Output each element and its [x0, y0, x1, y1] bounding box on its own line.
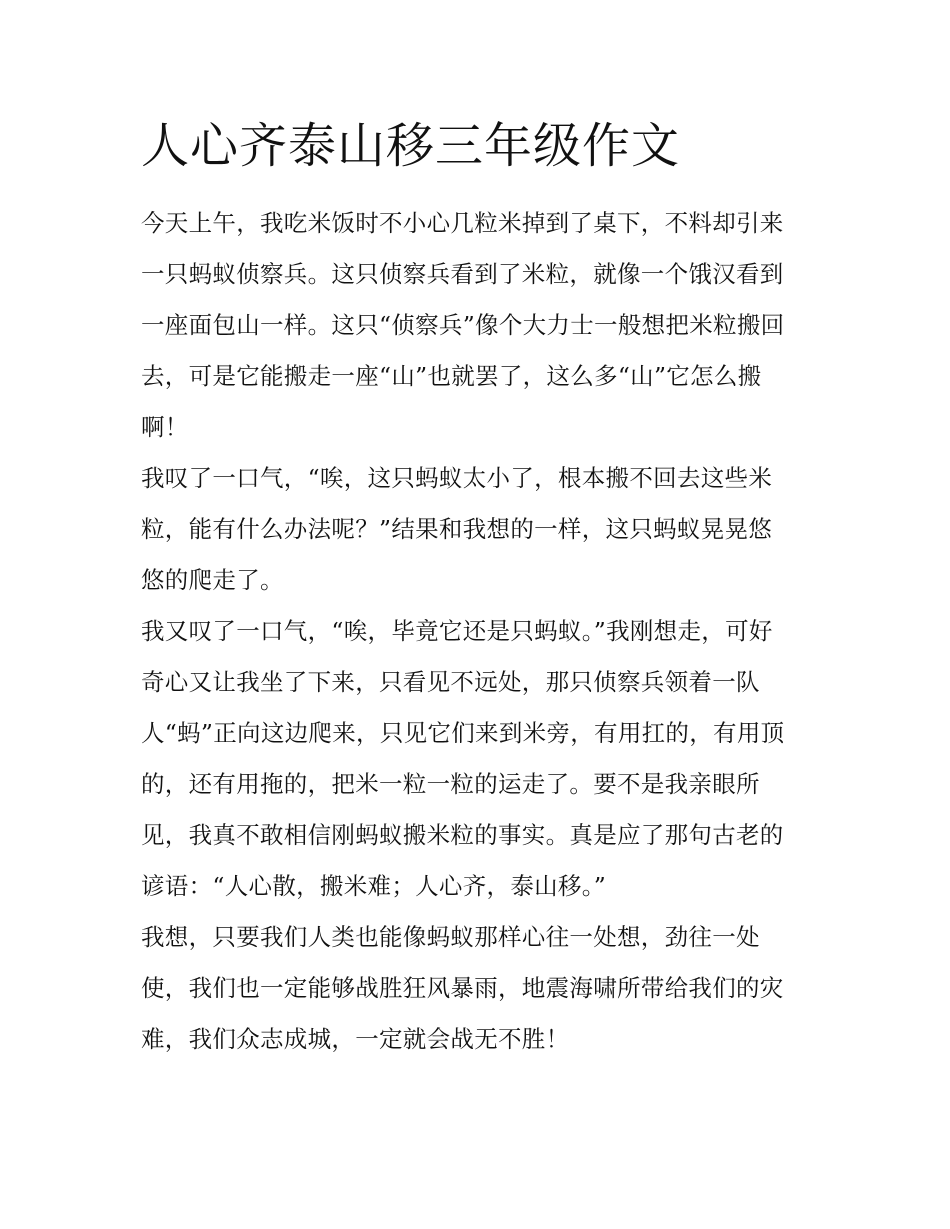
text-line: 粒，能有什么办法呢？”结果和我想的一样，这只蚂蚁晃晃悠	[141, 515, 773, 543]
text-line: 去，可是它能搬走一座“山”也就罢了，这么多“山”它怎么搬	[141, 362, 762, 390]
text-line: 谚语：“人心散，搬米难；人心齐，泰山移。”	[141, 872, 607, 900]
text-line: 悠的爬走了。	[141, 566, 284, 594]
text-line: 今天上午，我吃米饭时不小心几粒米掉到了桌下，不料却引来	[141, 209, 784, 237]
text-line: 啊！	[141, 413, 189, 441]
text-line: 见，我真不敢相信刚蚂蚁搬米粒的事实。真是应了那句古老的	[141, 821, 784, 849]
essay-body	[141, 198, 815, 1065]
page-title: 人心齐泰山移三年级作文	[141, 118, 681, 174]
text-line: 我又叹了一口气，“唉，毕竟它还是只蚂蚁。”我刚想走，可好	[141, 617, 773, 645]
text-line: 我想，只要我们人类也能像蚂蚁那样心往一处想，劲往一处	[141, 923, 760, 951]
text-line: 一座面包山一样。这只“侦察兵”像个大力士一般想把米粒搬回	[141, 311, 785, 339]
text-line: 一只蚂蚁侦察兵。这只侦察兵看到了米粒，就像一个饿汉看到	[141, 260, 784, 288]
text-line: 的，还有用拖的，把米一粒一粒的运走了。要不是我亲眼所	[141, 770, 760, 798]
text-line: 我叹了一口气，“唉，这只蚂蚁太小了，根本搬不回去这些米	[141, 464, 773, 492]
text-line: 人“蚂”正向这边爬来，只见它们来到米旁，有用扛的，有用顶	[141, 719, 785, 747]
text-line: 奇心又让我坐了下来，只看见不远处，那只侦察兵领着一队	[141, 668, 760, 696]
text-line: 使，我们也一定能够战胜狂风暴雨，地震海啸所带给我们的灾	[141, 974, 784, 1002]
text-line: 难，我们众志成城，一定就会战无不胜！	[141, 1025, 570, 1053]
